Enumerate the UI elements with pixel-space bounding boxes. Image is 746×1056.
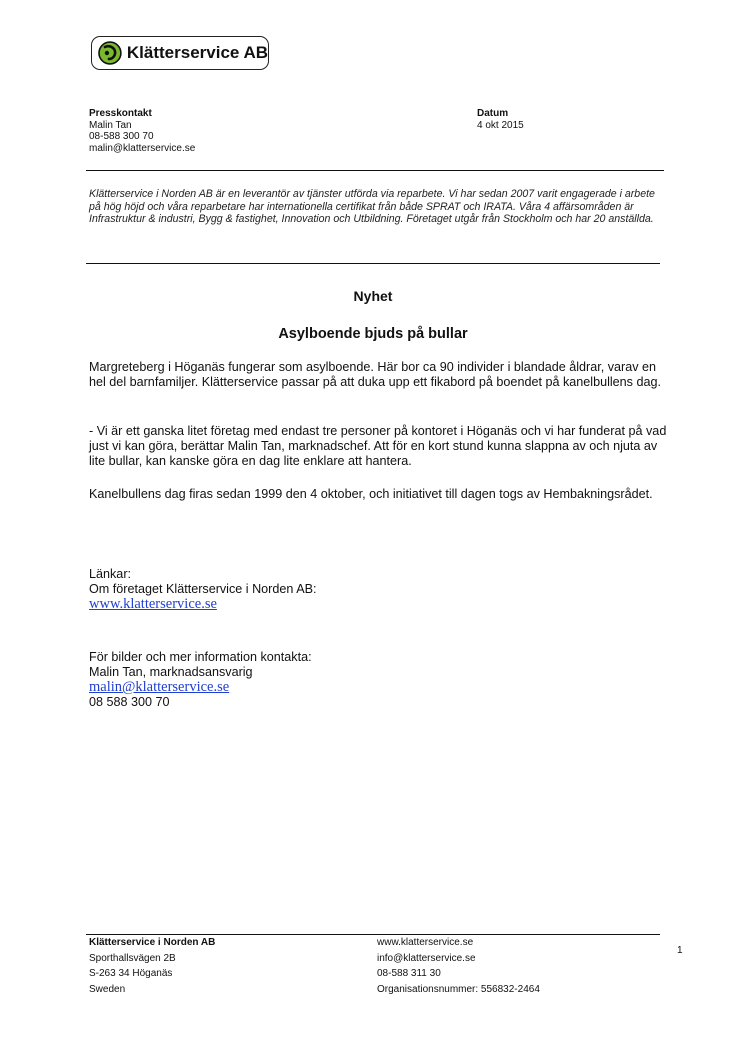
company-logo (91, 36, 269, 70)
footer-org-number: Organisationsnummer: 556832-2464 (377, 983, 540, 995)
more-info-heading: För bilder och mer information kontakta: (89, 650, 312, 664)
press-contact-name: Malin Tan (89, 119, 132, 131)
date-block (477, 108, 524, 131)
more-info-person: Malin Tan, marknadsansvarig (89, 665, 253, 679)
company-link-label: Om företaget Klätterservice i Norden AB: (89, 582, 317, 596)
contact-email-link[interactable]: malin@klatterservice.se (89, 679, 230, 695)
more-info-section (89, 650, 669, 710)
footer-phone: 08-588 311 30 (377, 968, 441, 979)
footer-street: Sporthallsvägen 2B (89, 952, 176, 964)
links-section (89, 567, 669, 612)
article-paragraph-2: - Vi är ett ganska litet företag med endast tre personer på kontoret i Höganäs och vi har funderat på vad just vi kan göra, berättar Malin Tan, marknadschef. Att för en kort stund kunna slappna av och njuta av lite bullar, kan kanske göra en dag lite enklare att hantera. (89, 424, 667, 468)
press-contact (89, 108, 195, 154)
page-number: 1 (677, 945, 683, 956)
press-contact-heading: Presskontakt (89, 108, 152, 119)
date-heading: Datum (477, 108, 509, 119)
divider-top (86, 170, 664, 171)
footer-website: www.klatterservice.se (377, 937, 474, 948)
date-value: 4 okt 2015 (477, 119, 524, 131)
footer-country: Sweden (89, 983, 126, 995)
footer-right (377, 935, 540, 997)
logo-text: Klätterservice AB (126, 43, 268, 62)
footer-left (89, 935, 215, 997)
company-website-link[interactable]: www.klatterservice.se (89, 596, 217, 612)
article-category: Nyhet (353, 288, 393, 304)
article-paragraph-3: Kanelbullens dag firas sedan 1999 den 4 oktober, och initiativet till dagen togs av Hembakningsrådet. (89, 487, 653, 501)
press-contact-phone: 08-588 300 70 (89, 131, 154, 142)
press-contact-email: malin@klatterservice.se (89, 142, 196, 154)
footer-postal: S-263 34 Höganäs (89, 968, 173, 979)
footer-email: info@klatterservice.se (377, 952, 476, 964)
footer-company-name: Klätterservice i Norden AB (89, 937, 216, 948)
climber-logo-icon (98, 41, 122, 65)
article-title: Asylboende bjuds på bullar (278, 326, 468, 342)
more-info-phone: 08 588 300 70 (89, 695, 170, 709)
links-heading: Länkar: (89, 567, 132, 581)
divider-bottom (86, 263, 660, 264)
article-paragraph-1: Margreteberg i Höganäs fungerar som asylboende. Här bor ca 90 individer i blandade åldrar, varav en hel del barnfamiljer. Klätterservice passar på att duka upp ett fikabord på boendet på kanelbullens dag. (89, 360, 661, 389)
company-intro: Klätterservice i Norden AB är en leverantör av tjänster utförda via reparbete. Vi har sedan 2007 varit engagerade i arbete på hög höjd och våra reparbetare har internationella certifikat från både SPRAT och IRATA. Våra 4 affärsområden är Infrastruktur & industri, Bygg & fastighet, Innovation och Utbildning. Företaget utgår från Stockholm och har 20 anställda. (89, 188, 655, 226)
